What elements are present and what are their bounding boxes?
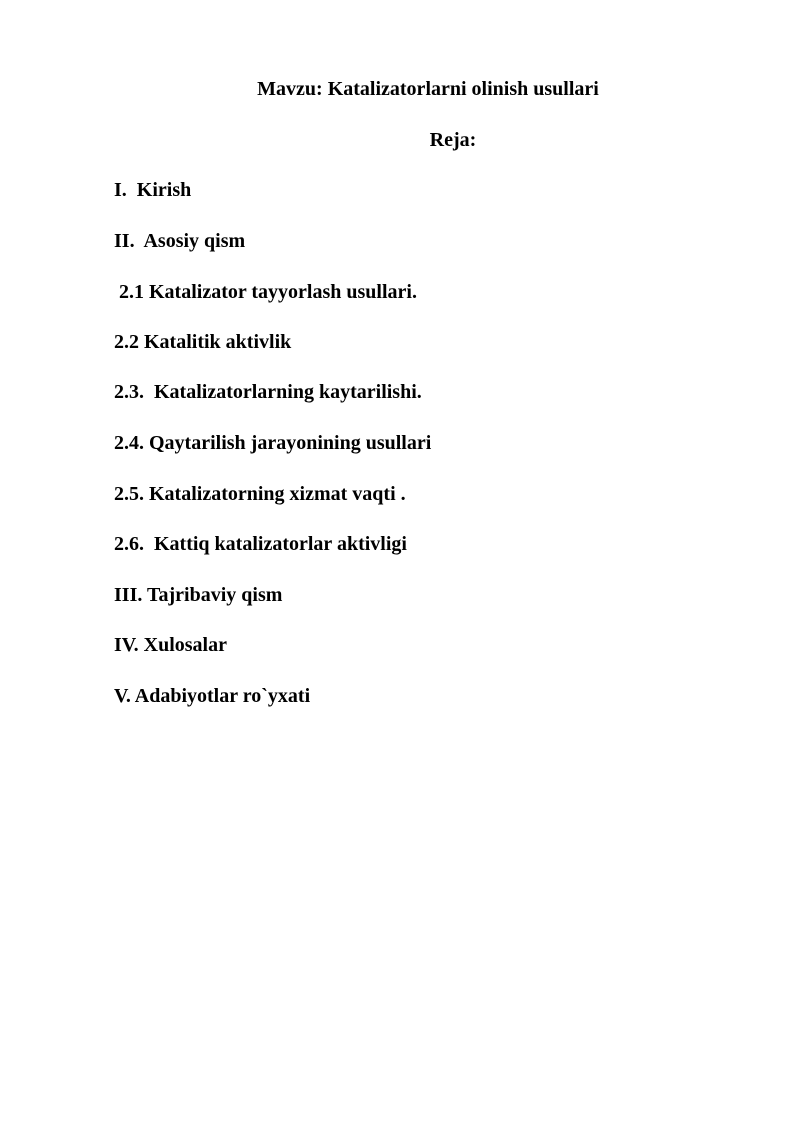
plan-item-conclusions: IV. Xulosalar — [114, 634, 227, 656]
plan-item-experimental-part: III. Tajribaviy qism — [114, 584, 283, 606]
plan-item-2-3: 2.3. Katalizatorlarning kaytarilishi. — [114, 381, 422, 403]
plan-item-introduction: I. Kirish — [114, 179, 192, 201]
plan-item-main-part: II. Asosiy qism — [114, 230, 246, 252]
plan-heading: Reja: — [429, 129, 477, 151]
plan-item-references: V. Adabiyotlar ro`yxati — [114, 685, 311, 707]
plan-item-2-2: 2.2 Katalitik aktivlik — [114, 331, 292, 353]
plan-item-2-5: 2.5. Katalizatorning xizmat vaqti . — [114, 483, 406, 505]
plan-item-2-1: 2.1 Katalizator tayyorlash usullari. — [119, 281, 417, 303]
plan-item-2-6: 2.6. Kattiq katalizatorlar aktivligi — [114, 533, 407, 555]
document-title: Mavzu: Katalizatorlarni olinish usullari — [257, 78, 599, 100]
plan-item-2-4: 2.4. Qaytarilish jarayonining usullari — [114, 432, 432, 454]
